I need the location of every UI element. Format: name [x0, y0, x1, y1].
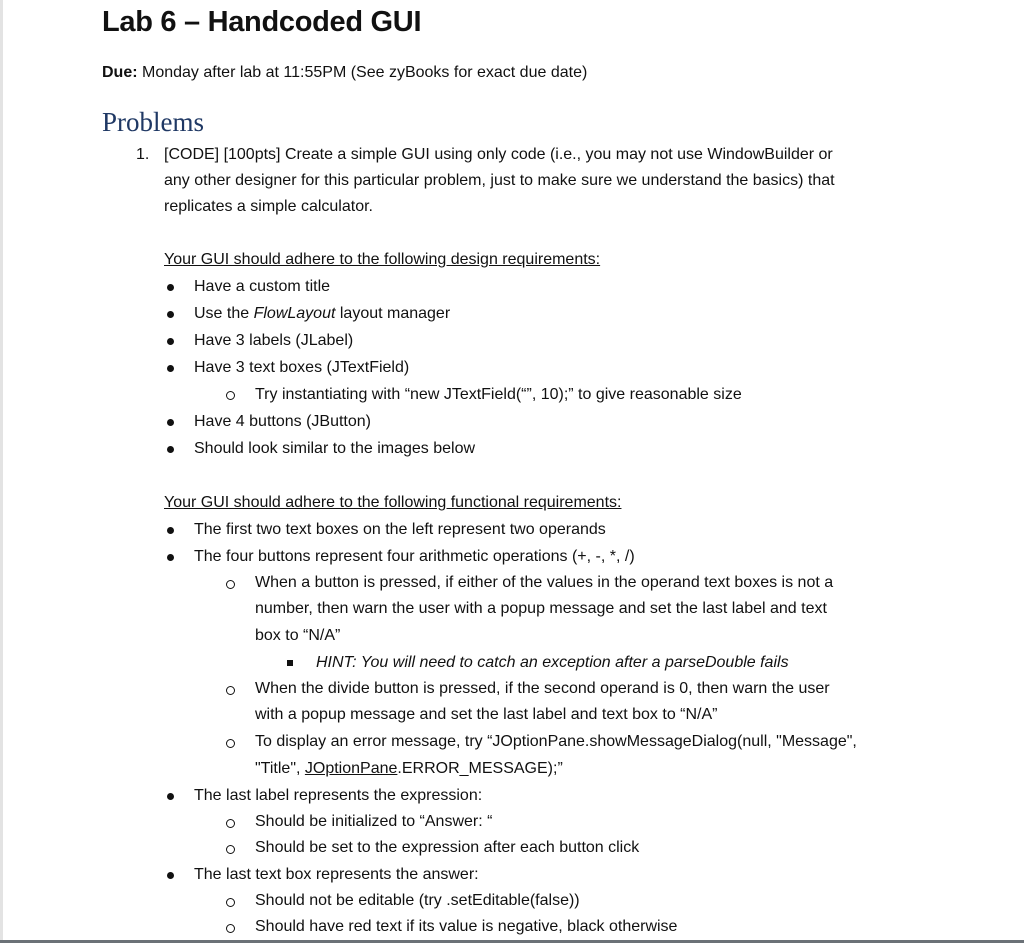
document-title: Lab 6 – Handcoded GUI — [102, 6, 422, 38]
design-item-1: Have a custom title — [194, 278, 331, 295]
sub-bullet-icon — [226, 924, 235, 933]
functional-sub-1-line-3: box to “N/A” — [255, 627, 341, 644]
functional-item-4-sub-1: Should not be editable (try .setEditable(false)) — [255, 892, 580, 909]
functional-item-2: The four buttons represent four arithmetic operations (+, -, *, /) — [194, 548, 635, 565]
sub-bullet-icon — [226, 580, 235, 589]
square-bullet-icon — [287, 660, 293, 666]
sub-bullet-icon — [226, 739, 235, 748]
functional-heading: Your GUI should adhere to the following functional requirements: — [164, 494, 622, 511]
bullet-icon — [167, 793, 174, 800]
functional-item-4-sub-2: Should have red text if its value is negative, black otherwise — [255, 918, 678, 935]
s3-line2-suffix: .ERROR_MESSAGE);” — [397, 760, 563, 777]
design-item-2-suffix: layout manager — [335, 305, 451, 322]
problem-line-1: [CODE] [100pts] Create a simple GUI using only code (i.e., you may not use WindowBuilder or — [164, 146, 833, 163]
bullet-icon — [167, 338, 174, 345]
functional-item-3-sub-2: Should be set to the expression after each button click — [255, 839, 640, 856]
section-heading-problems: Problems — [102, 107, 205, 137]
sub-bullet-icon — [226, 898, 235, 907]
functional-item-4: The last text box represents the answer: — [194, 866, 479, 883]
bullet-icon — [167, 527, 174, 534]
sub-bullet-icon — [226, 819, 235, 828]
functional-sub-3-line-1: To display an error message, try “JOptionPane.showMessageDialog(null, "Message", — [255, 733, 857, 750]
due-text: Monday after lab at 11:55PM (See zyBooks for exact due date) — [137, 64, 588, 81]
functional-item-3: The last label represents the expression: — [194, 787, 483, 804]
sub-bullet-icon — [226, 686, 235, 695]
bullet-icon — [167, 446, 174, 453]
bullet-icon — [167, 554, 174, 561]
functional-item-1: The first two text boxes on the left represent two operands — [194, 521, 606, 538]
design-item-5: Have 4 buttons (JButton) — [194, 413, 371, 430]
s3-line2-prefix: "Title", — [255, 760, 305, 777]
design-item-3: Have 3 labels (JLabel) — [194, 332, 354, 349]
bullet-icon — [167, 284, 174, 291]
flowlayout-term: FlowLayout — [253, 305, 336, 322]
design-item-4: Have 3 text boxes (JTextField) — [194, 359, 410, 376]
functional-sub-3-line-2 — [255, 760, 563, 778]
problem-line-2: any other designer for this particular problem, just to make sure we understand the basics) that — [164, 172, 835, 189]
joptionpane-term: JOptionPane — [304, 760, 398, 777]
due-label: Due: — [102, 64, 138, 81]
design-item-2 — [194, 305, 450, 323]
bullet-icon — [167, 311, 174, 318]
functional-sub-2-line-2: with a popup message and set the last label and text box to “N/A” — [255, 706, 718, 723]
functional-sub-2-line-1: When the divide button is pressed, if the second operand is 0, then warn the user — [255, 680, 830, 697]
bullet-icon — [167, 365, 174, 372]
design-item-6: Should look similar to the images below — [194, 440, 476, 457]
sub-bullet-icon — [226, 845, 235, 854]
functional-sub-1-line-2: number, then warn the user with a popup message and set the last label and text — [255, 600, 827, 617]
bullet-icon — [167, 419, 174, 426]
design-item-4-sub: Try instantiating with “new JTextField(“”, 10);” to give reasonable size — [255, 386, 742, 403]
problem-line-3: replicates a simple calculator. — [164, 198, 373, 215]
hint-text: HINT: You will need to catch an exception after a parseDouble fails — [316, 654, 789, 671]
due-line — [102, 64, 587, 82]
functional-sub-1-line-1: When a button is pressed, if either of the values in the operand text boxes is not a — [255, 574, 834, 591]
functional-item-3-sub-1: Should be initialized to “Answer: “ — [255, 813, 493, 830]
bullet-icon — [167, 872, 174, 879]
page-left-edge — [0, 0, 3, 943]
problem-number: 1. — [136, 146, 150, 163]
sub-bullet-icon — [226, 391, 235, 400]
design-heading: Your GUI should adhere to the following design requirements: — [164, 251, 601, 268]
design-item-2-prefix: Use the — [194, 305, 254, 322]
